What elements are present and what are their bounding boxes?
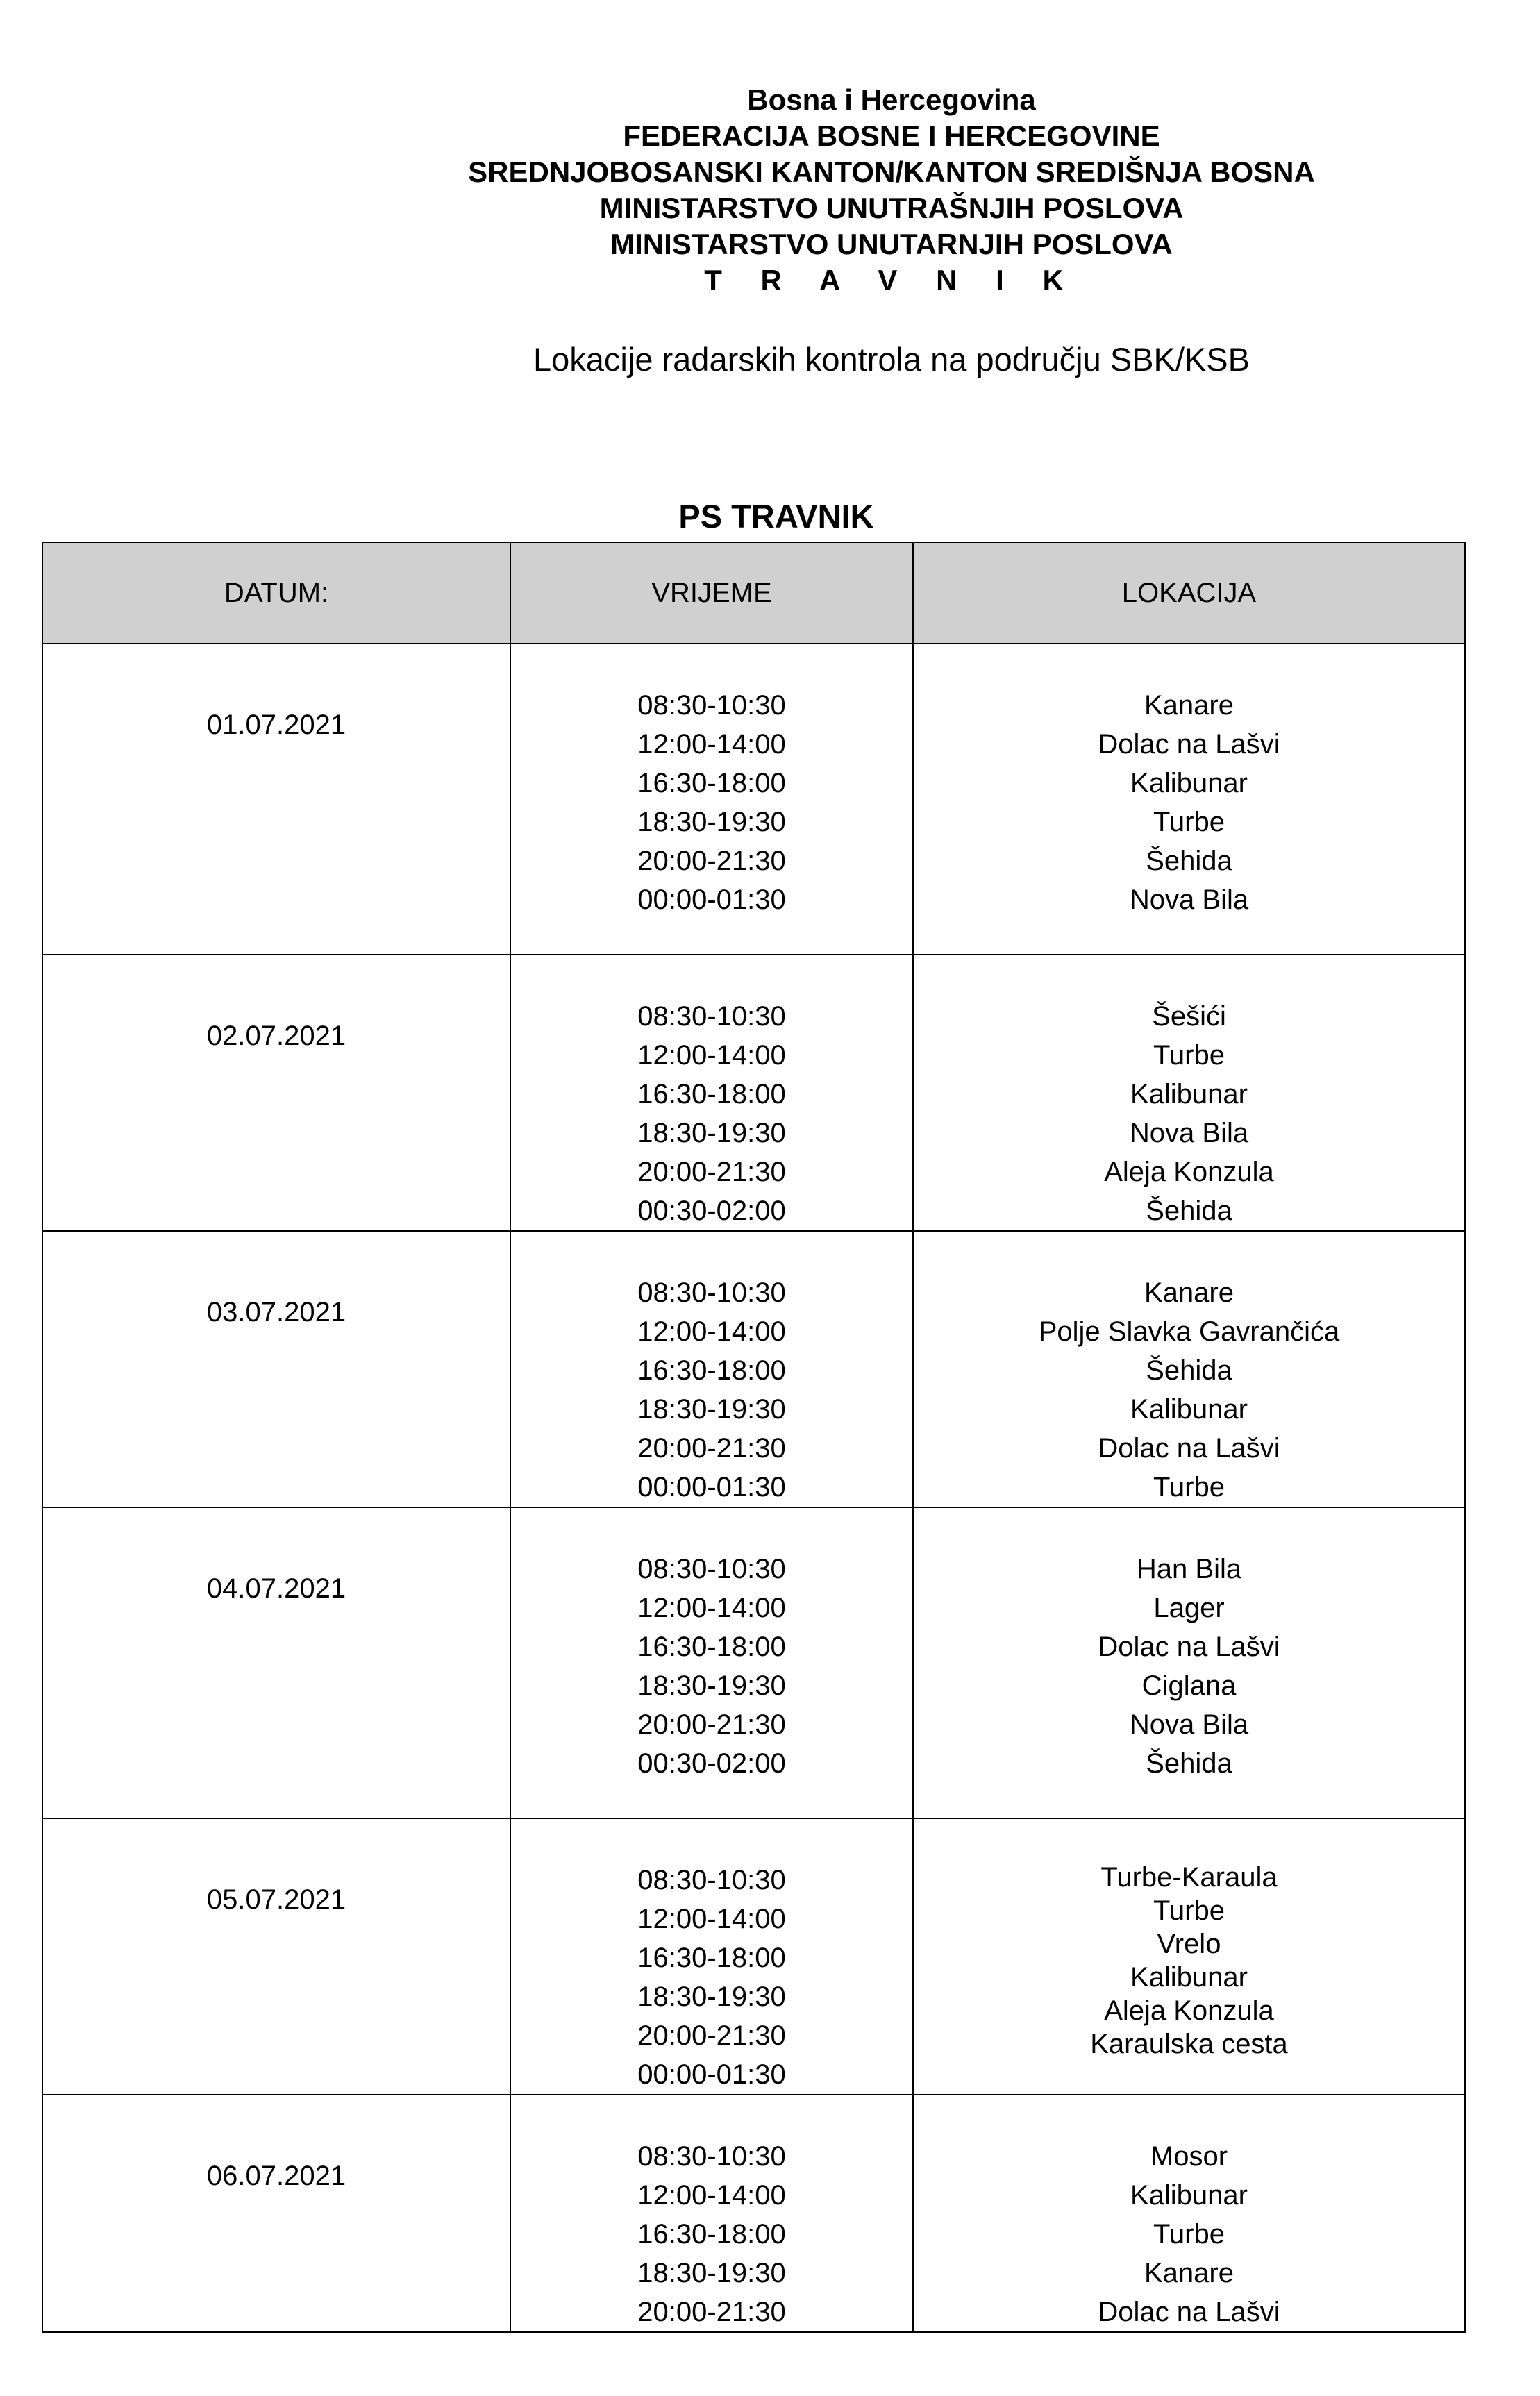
column-header-date: DATUM:	[42, 542, 510, 644]
date-text: 01.07.2021	[206, 710, 346, 740]
time-slot: 12:00-14:00	[637, 729, 786, 760]
document-subtitle: Lokacije radarskih kontrola na području SBK/KSB	[533, 341, 1250, 378]
location-name: Turbe	[1153, 1040, 1225, 1071]
date-cell	[42, 955, 510, 1231]
location-name: Šehida	[1146, 1196, 1232, 1226]
time-slot: 16:30-18:00	[637, 1632, 786, 1662]
table-row	[42, 955, 1465, 1231]
time-slot: 08:30-10:30	[637, 690, 786, 721]
location-name: Turbe	[1153, 807, 1225, 837]
time-slot: 08:30-10:30	[637, 2141, 786, 2172]
time-slot: 20:00-21:30	[637, 1157, 786, 1187]
location-name: Kanare	[1144, 1277, 1234, 1308]
location-name: Turbe	[1153, 1895, 1225, 1926]
location-name: Turbe-Karaula	[1100, 1862, 1278, 1893]
location-name: Kanare	[1144, 2258, 1234, 2288]
table-header-row	[42, 542, 1465, 644]
time-slot: 12:00-14:00	[637, 2180, 786, 2211]
location-name: Šešići	[1152, 1001, 1226, 1032]
time-slot: 16:30-18:00	[637, 1079, 786, 1109]
location-cell	[913, 644, 1465, 955]
time-slot: 12:00-14:00	[637, 1904, 786, 1934]
header-ministry-1: MINISTARSTVO UNUTRAŠNJIH POSLOVA	[599, 192, 1184, 224]
time-slot: 18:30-19:30	[637, 1982, 786, 2012]
location-name: Polje Slavka Gavrančića	[1038, 1316, 1340, 1347]
location-cell	[913, 1231, 1465, 1507]
time-slot: 20:00-21:30	[637, 1433, 786, 1464]
header-ministry-2: MINISTARSTVO UNUTARNJIH POSLOVA	[610, 228, 1173, 260]
time-cell	[510, 955, 913, 1231]
location-name: Dolac na Lašvi	[1098, 1632, 1280, 1662]
header-federation: FEDERACIJA BOSNE I HERCEGOVINE	[623, 119, 1160, 152]
time-slot: 16:30-18:00	[637, 768, 786, 798]
time-slot: 18:30-19:30	[637, 1670, 786, 1701]
location-name: Šehida	[1146, 1355, 1232, 1386]
date-cell	[42, 1818, 510, 2095]
time-slot: 12:00-14:00	[637, 1593, 786, 1623]
time-cell	[510, 1507, 913, 1818]
location-cell	[913, 1507, 1465, 1818]
time-slot: 00:00-01:30	[637, 2059, 786, 2090]
location-name: Lager	[1153, 1593, 1225, 1623]
radar-schedule-table	[42, 542, 1466, 2333]
time-slot: 20:00-21:30	[637, 846, 786, 876]
date-cell	[42, 644, 510, 955]
location-name: Šehida	[1146, 846, 1232, 876]
time-slot: 00:30-02:00	[637, 1196, 786, 1226]
date-text: 02.07.2021	[206, 1021, 346, 1051]
location-name: Kanare	[1144, 690, 1234, 721]
location-name: Nova Bila	[1129, 1118, 1249, 1148]
location-name: Kalibunar	[1130, 1394, 1248, 1425]
header-canton: SREDNJOBOSANSKI KANTON/KANTON SREDIŠNJA BOSNA	[468, 156, 1315, 188]
date-text: 05.07.2021	[206, 1884, 346, 1915]
table-row	[42, 1231, 1465, 1507]
location-cell	[913, 1818, 1465, 2095]
location-name: Kalibunar	[1130, 2180, 1248, 2211]
date-cell	[42, 2095, 510, 2332]
time-slot: 08:30-10:30	[637, 1554, 786, 1584]
section-title: PS TRAVNIK	[678, 498, 874, 535]
location-name: Vrelo	[1157, 1929, 1221, 1959]
time-slot: 00:00-01:30	[637, 1472, 786, 1502]
date-text: 03.07.2021	[206, 1297, 346, 1327]
time-slot: 18:30-19:30	[637, 2258, 786, 2288]
time-slot: 16:30-18:00	[637, 2219, 786, 2250]
location-name: Nova Bila	[1129, 1709, 1249, 1740]
time-cell	[510, 2095, 913, 2332]
location-name: Dolac na Lašvi	[1098, 729, 1280, 760]
time-cell	[510, 1818, 913, 2095]
location-name: Šehida	[1146, 1748, 1232, 1779]
header-city: T R A V N I K	[704, 264, 1079, 296]
time-slot: 08:30-10:30	[637, 1001, 786, 1032]
location-name: Dolac na Lašvi	[1098, 2297, 1280, 2327]
location-name: Ciglana	[1141, 1670, 1237, 1701]
time-slot: 16:30-18:00	[637, 1355, 786, 1386]
location-name: Nova Bila	[1129, 885, 1249, 915]
location-name: Aleja Konzula	[1104, 1995, 1274, 2026]
time-slot: 00:00-01:30	[637, 885, 786, 915]
time-slot: 08:30-10:30	[637, 1865, 786, 1895]
location-cell	[913, 2095, 1465, 2332]
table-row	[42, 644, 1465, 955]
time-slot: 16:30-18:00	[637, 1943, 786, 1973]
time-slot: 18:30-19:30	[637, 1118, 786, 1148]
location-name: Kalibunar	[1130, 1079, 1248, 1109]
location-name: Dolac na Lašvi	[1098, 1433, 1280, 1464]
table-row	[42, 1507, 1465, 1818]
time-slot: 18:30-19:30	[637, 1394, 786, 1425]
column-header-location: LOKACIJA	[913, 542, 1465, 644]
time-slot: 12:00-14:00	[637, 1040, 786, 1071]
time-slot: 12:00-14:00	[637, 1316, 786, 1347]
location-name: Karaulska cesta	[1090, 2029, 1288, 2059]
column-header-time: VRIJEME	[510, 542, 913, 644]
date-cell	[42, 1231, 510, 1507]
location-name: Turbe	[1153, 2219, 1225, 2250]
location-cell	[913, 955, 1465, 1231]
location-name: Kalibunar	[1130, 1962, 1248, 1993]
location-name: Mosor	[1150, 2141, 1228, 2172]
time-slot: 20:00-21:30	[637, 1709, 786, 1740]
date-cell	[42, 1507, 510, 1818]
table-row	[42, 2095, 1465, 2332]
time-slot: 20:00-21:30	[637, 2297, 786, 2327]
time-cell	[510, 644, 913, 955]
header-country: Bosna i Hercegovina	[747, 83, 1036, 116]
time-slot: 00:30-02:00	[637, 1748, 786, 1779]
time-slot: 18:30-19:30	[637, 807, 786, 837]
location-name: Kalibunar	[1130, 768, 1248, 798]
location-name: Turbe	[1153, 1472, 1225, 1502]
date-text: 04.07.2021	[206, 1573, 346, 1604]
time-cell	[510, 1231, 913, 1507]
location-name: Aleja Konzula	[1104, 1157, 1274, 1187]
time-slot: 08:30-10:30	[637, 1277, 786, 1308]
date-text: 06.07.2021	[206, 2161, 346, 2191]
location-name: Han Bila	[1136, 1554, 1242, 1584]
time-slot: 20:00-21:30	[637, 2020, 786, 2051]
table-row	[42, 1818, 1465, 2095]
